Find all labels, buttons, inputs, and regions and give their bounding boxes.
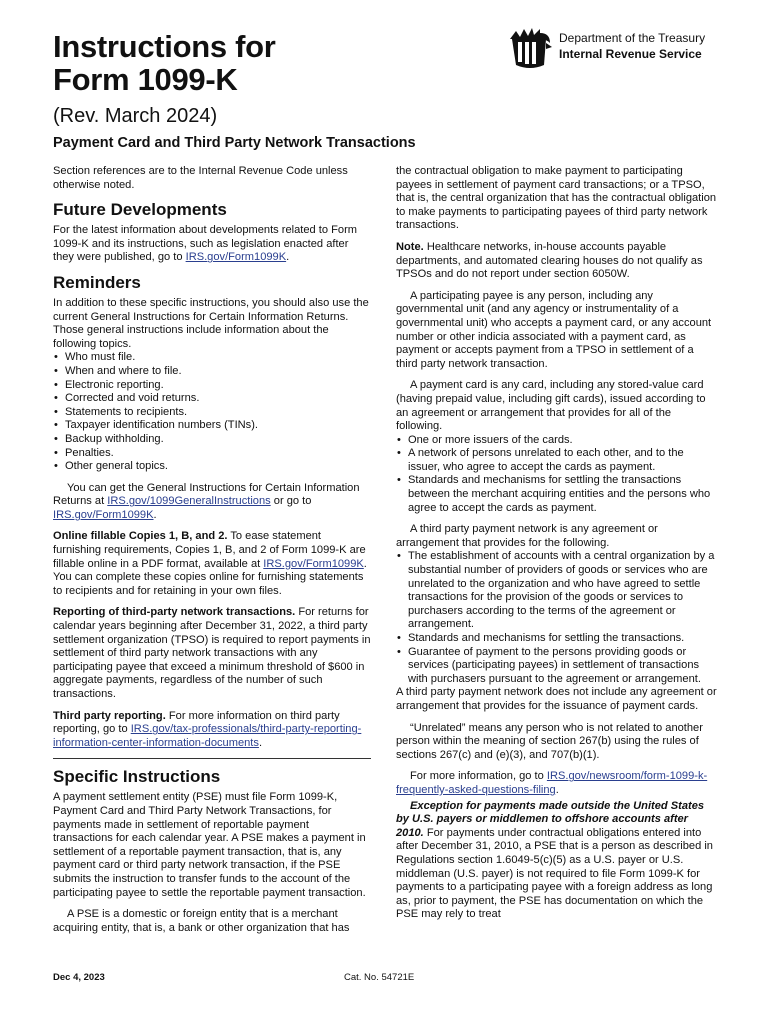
third-party-network-paragraph: Reporting of third-party network transactions. For returns for calendar years beginning after December 31, 2022, a third party settlement organization (TPSO) is required to report payments in settlement of third party network transactions with any participating payee that exceed a minimum threshold of $600 in aggregate payments, regardless of the number of such transactions. <box>53 606 371 700</box>
list-item: • One or more issuers of the cards. <box>396 434 718 448</box>
general-instructions-link[interactable]: IRS.gov/1099GeneralInstructions <box>107 495 271 508</box>
agency-department: Department of the Treasury <box>559 31 706 45</box>
list-item: • When and where to file. <box>53 365 371 379</box>
list-item: • Backup withholding. <box>53 433 371 447</box>
irs-eagle-logo-icon <box>506 25 554 73</box>
title-line-1: Instructions for <box>53 29 276 64</box>
list-item: • Guarantee of payment to the persons providing goods or services (participating payees) in settlement of transactions with purchasers pursuant to the agreement or arrangement. <box>396 646 718 687</box>
online-fillable-heading: Online fillable Copies 1, B, and 2. <box>53 530 228 543</box>
list-item: • Standards and mechanisms for settling the transactions between the merchant acquiring entities and the persons who agree to accept the cards as payment. <box>396 474 718 515</box>
more-info-paragraph: For more information, go to IRS.gov/newsroom/form-1099-k-frequently-asked-questions-filing. <box>396 770 708 796</box>
third-party-network-heading: Reporting of third-party network transactions. <box>53 606 296 619</box>
list-item: • The establishment of accounts with a central organization by a substantial number of providers of goods or services who are unrelated to the organization and who have agreed to settle transactions for the provision of the goods or services to purchasers according to the terms of the agreement or arrangement. <box>396 550 718 632</box>
footer-date: Dec 4, 2023 <box>53 972 105 983</box>
list-item: • Statements to recipients. <box>53 406 371 420</box>
reminders-paragraph: In addition to these specific instructions, you should also use the current General Instructions for Certain Information Returns. Those general instructions include information about the following topics. <box>53 296 369 350</box>
agency-name: Internal Revenue Service <box>559 47 702 61</box>
general-instructions-paragraph: You can get the General Instructions for Certain Information Returns at IRS.gov/1099GeneralInstructions or go to IRS.gov/Form1099K. <box>53 481 360 521</box>
document-subtitle: Payment Card and Third Party Network Transactions <box>53 135 416 151</box>
specific-instructions-heading: Specific Instructions <box>53 767 221 787</box>
title-line-2: Form 1099-K <box>53 62 238 97</box>
left-column <box>53 165 371 943</box>
third-party-reporting-heading: Third party reporting. <box>53 709 166 722</box>
list-item: • Penalties. <box>53 447 371 461</box>
right-column <box>396 165 718 930</box>
list-item: • Other general topics. <box>53 460 371 474</box>
third-party-reporting-link[interactable]: IRS.gov/tax-professionals/third-party-reporting-information-center-information-documents <box>53 723 362 749</box>
list-item: • Taxpayer identification numbers (TINs). <box>53 419 371 433</box>
third-party-reporting-paragraph: Third party reporting. For more information on third party reporting, go to IRS.gov/tax-professionals/third-party-reporting-information-center-information-documents. <box>53 709 362 749</box>
list-item: • Who must file. <box>53 351 371 365</box>
participating-payee-paragraph: A participating payee is any person, including any governmental unit (and any agency or instrumentality of a governmental unit) who accepts a payment card, or any account number or other indicia associated with a payment card, as payment or accepts payment from a TPSO in settlement of a third party network transaction. <box>396 289 712 370</box>
form1099k-link-2[interactable]: IRS.gov/Form1099K <box>53 508 154 521</box>
reminders-topic-list <box>53 351 371 473</box>
specific-instructions-section <box>53 758 371 935</box>
exception-paragraph: Exception for payments made outside the United States by U.S. payers or middlemen to offshore accounts after 2010. For payments under contractual obligations entered into after December 31, 2010, a PSE that is a person as described in Regulations section 1.6049-5(c)(5) as a U.S. payer or U.S. middleman (U.S. payer) is not required to file Form 1099-K for payments to a participating payee with a foreign address as long as, prior to payment, the PSE has documentation on which the PSE may rely to treat <box>396 799 713 921</box>
exception-heading: Exception for payments made outside the United States by U.S. payers or middlemen to offshore accounts after 2010. <box>396 799 705 839</box>
network-list <box>396 550 718 686</box>
online-fillable-paragraph: Online fillable Copies 1, B, and 2. To ease statement furnishing requirements, Copies 1, B, and 2 of Form 1099-K are fillable online in a PDF format, available at IRS.gov/Form1099K. You can complete these copies online for furnishing statements to recipients and for retaining in your own files. <box>53 530 367 597</box>
list-item: • Corrected and void returns. <box>53 392 371 406</box>
note-paragraph: Note. Healthcare networks, in-house accounts payable departments, and automated clearing houses do not qualify as TPSOs and do not report under section 6050W. <box>396 240 703 281</box>
faq-link[interactable]: IRS.gov/newsroom/form-1099-k-frequently-asked-questions-filing <box>396 770 708 796</box>
specific-paragraph-2: A PSE is a domestic or foreign entity that is a merchant acquiring entity, that is, a bank or other organization that has <box>53 908 350 934</box>
list-item: • A network of persons unrelated to each other, and to the issuer, who agree to accept the cards as payment. <box>396 447 718 474</box>
form1099k-link[interactable]: IRS.gov/Form1099K <box>185 251 287 264</box>
network-tail-paragraph: A third party payment network does not include any agreement or arrangement that provides for the issuance of payment cards. <box>396 686 717 712</box>
catalog-number: Cat. No. 54721E <box>344 972 415 983</box>
continued-paragraph: the contractual obligation to make payment to participating payees in settlement of payment card transactions; or a TPSO, that is, the central organization that has the contractual obligation to make payments to participating payees of third party network transactions. <box>396 165 717 232</box>
document-title <box>53 30 276 96</box>
payment-card-paragraph: A payment card is any card, including any stored-value card (having prepaid value, including gift cards), issued according to an agreement or arrangement that provides for all of the following. <box>396 379 706 433</box>
agency-block <box>506 25 716 75</box>
intro-paragraph: Section references are to the Internal Revenue Code unless otherwise noted. <box>53 165 348 191</box>
form1099k-link-3[interactable]: IRS.gov/Form1099K <box>263 557 364 570</box>
list-item: • Electronic reporting. <box>53 379 371 393</box>
specific-paragraph-1: A payment settlement entity (PSE) must file Form 1099-K, Payment Card and Third Party Network Transactions, for payments made in settlement of reportable payment transactions for each calendar year. A PSE makes a payment in settlement of a reportable payment transaction, that is, any payment card or third party network transaction, if the PSE submits the instruction to transfer funds to the account of the participating payee to settle the reportable payment transaction. <box>53 791 366 899</box>
payment-card-list <box>396 434 718 516</box>
note-label: Note. <box>396 240 424 253</box>
reminders-heading: Reminders <box>53 272 141 292</box>
future-developments-paragraph: For the latest information about developments related to Form 1099-K and its instructions, such as legislation enacted after they were published, go to IRS.gov/Form1099K. <box>53 224 358 264</box>
revision-date: (Rev. March 2024) <box>53 105 218 127</box>
third-party-network-definition: A third party payment network is any agreement or arrangement that provides for the following. <box>396 523 658 549</box>
unrelated-paragraph: “Unrelated” means any person who is not related to another person within the meaning of section 267(b) using the rules of sections 267(c) and (e)(3), and 707(b)(1). <box>396 721 703 761</box>
list-item: • Standards and mechanisms for settling the transactions. <box>396 632 718 646</box>
future-developments-heading: Future Developments <box>53 200 227 220</box>
